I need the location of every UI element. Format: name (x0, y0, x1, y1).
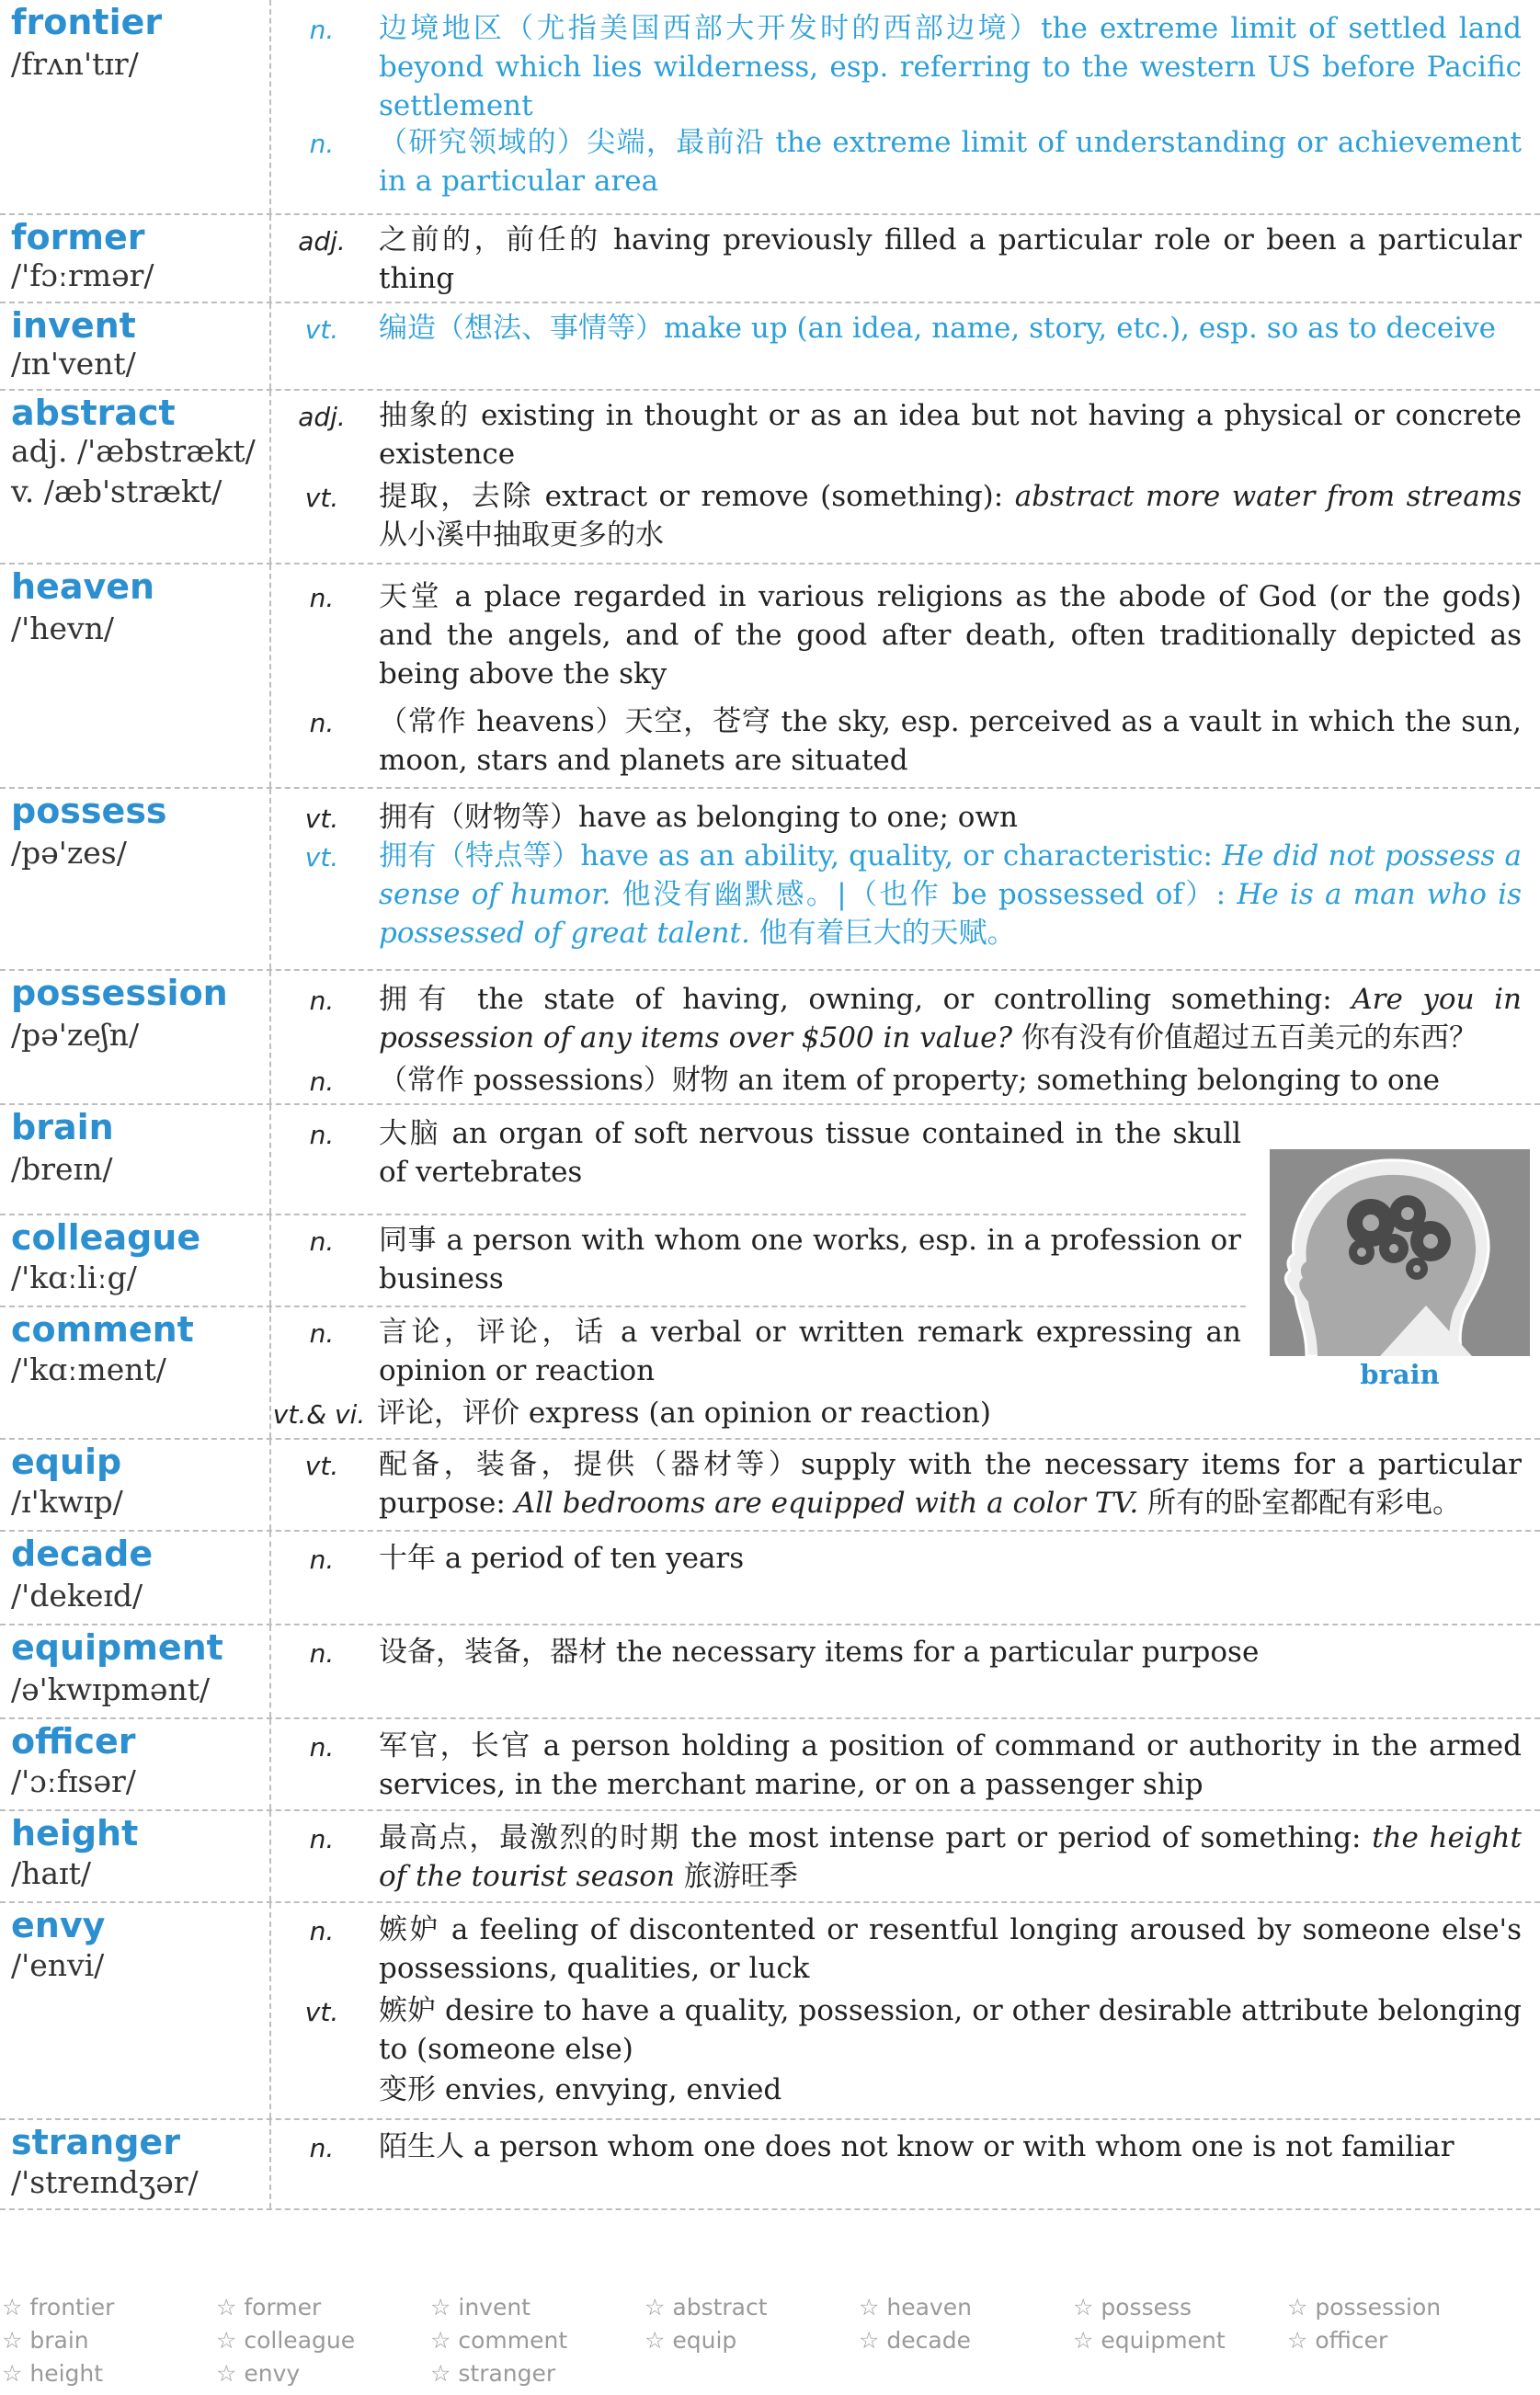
review-item (216, 2327, 355, 2354)
headword-column (0, 789, 271, 969)
star-icon: ☆ (859, 2327, 880, 2354)
headword-column (0, 0, 271, 213)
review-item (216, 2360, 300, 2387)
headword-column (0, 1440, 271, 1530)
phonetic: /'hevn/ (11, 610, 114, 646)
definition: （研究领域的）尖端，最前沿 the extreme limit of understanding or achievement in a particular area (379, 126, 1522, 198)
definition-text: 拥有（特点等）have as an ability, quality, or characteristic: (379, 839, 1213, 872)
part-of-speech: n. (309, 1638, 335, 1669)
part-of-speech: n. (309, 1732, 335, 1762)
phonetic: /ə'kwɪpmənt/ (11, 1671, 211, 1707)
headword: possess (11, 791, 167, 831)
part-of-speech: n. (309, 986, 335, 1016)
headword-column (0, 215, 271, 302)
part-of-speech: vt. (304, 842, 339, 872)
entry-possess (0, 789, 1540, 969)
part-of-speech: vt. (304, 1997, 339, 2027)
definition: 嫉妒 a feeling of discontented or resentful longing aroused by someone else's possessions, qualities, or luck (379, 1913, 1522, 1985)
entry-envy (0, 1903, 1540, 2118)
part-of-speech: vt. (304, 314, 339, 345)
part-of-speech: n. (309, 583, 335, 613)
part-of-speech: n. (309, 1226, 335, 1257)
definition: 之前的，前任的 having previously filled a particular role or been a particular thing (379, 223, 1522, 295)
definition: 嫉妒 desire to have a quality, possession, or other desirable attribute belonging to (someone else) (379, 1994, 1522, 2066)
review-word: brain (29, 2327, 89, 2354)
definition: 大脑 an organ of soft nervous tissue contained in the skull of vertebrates (379, 1117, 1241, 1189)
part-of-speech: adj. (298, 402, 346, 432)
phonetic: /'streɪndʒər/ (11, 2164, 199, 2200)
review-word: abstract (672, 2294, 768, 2321)
review-item (430, 2327, 567, 2354)
phonetic: /'dekeɪd/ (11, 1578, 143, 1614)
definition: （常作 heavens）天空，苍穹 the sky, esp. perceived as a vault in which the sun, moon, stars and planets are situated (379, 705, 1522, 777)
review-word: stranger (458, 2360, 556, 2387)
phonetic: /'envi/ (11, 1947, 105, 1983)
review-item (645, 2294, 768, 2321)
definition (379, 837, 1522, 952)
star-icon: ☆ (2, 2327, 23, 2354)
headword-column (0, 391, 271, 563)
star-icon: ☆ (645, 2327, 666, 2354)
part-of-speech: n. (309, 2133, 335, 2163)
headword: abstract (11, 393, 176, 433)
definition: 编造（想法、事情等）make up (an idea, name, story, etc.), esp. so as to deceive (379, 312, 1497, 345)
review-item (1073, 2294, 1192, 2321)
star-icon: ☆ (1073, 2327, 1094, 2354)
review-item (859, 2294, 972, 2321)
part-of-speech: n. (309, 1824, 335, 1854)
example: Are you in possession of any items over $500 in value? (379, 983, 1522, 1055)
star-icon: ☆ (645, 2294, 666, 2321)
definition: 边境地区（尤指美国西部大开发时的西部边境）the extreme limit of settled land beyond which lies wilderness, esp. referring to the western US before Pacific settlement (379, 12, 1522, 122)
example-translation: 他有着巨大的天赋。 (759, 917, 1016, 950)
headword-column (0, 971, 271, 1103)
headword-column (0, 1903, 271, 2118)
headword-column (0, 565, 271, 787)
review-item (2, 2294, 114, 2321)
review-word: equipment (1101, 2327, 1226, 2354)
headword: brain (11, 1107, 114, 1147)
headword-column (0, 1811, 271, 1901)
review-item (1287, 2327, 1387, 2354)
entry-equipment (0, 1625, 1540, 1717)
headword: colleague (11, 1217, 201, 1258)
phonetic: /haɪt/ (11, 1855, 91, 1891)
headword: equip (11, 1442, 122, 1482)
star-icon: ☆ (430, 2294, 451, 2321)
definition: 拥有（财物等）have as belonging to one; own (379, 801, 1018, 834)
review-word: possession (1315, 2294, 1442, 2321)
definition-text: 配备，装备，提供（器材等）supply with the necessary items for a particular purpose: (379, 1448, 1522, 1520)
example: He did not possess a sense of humor. (379, 839, 1522, 911)
part-of-speech: n. (309, 129, 335, 159)
phonetic: /'ɔːfɪsər/ (11, 1763, 136, 1799)
review-item (645, 2327, 736, 2354)
headword: comment (11, 1309, 194, 1350)
star-icon: ☆ (1287, 2327, 1308, 2354)
review-item (430, 2360, 555, 2387)
example-translation: 所有的卧室都配有彩电。 (1147, 1487, 1462, 1520)
phonetic: /'kɑːment/ (11, 1351, 166, 1387)
star-icon: ☆ (2, 2360, 23, 2387)
definition: 抽象的 existing in thought or as an idea but not having a physical or concrete existence (379, 399, 1522, 471)
review-item (216, 2294, 321, 2321)
example-translation: 从小溪中抽取更多的水 (379, 519, 664, 552)
review-word: equip (672, 2327, 737, 2354)
part-of-speech: n. (309, 1318, 335, 1349)
headword: envy (11, 1905, 106, 1945)
review-item (859, 2327, 971, 2354)
definition: 十年 a period of ten years (379, 1542, 745, 1575)
part-of-speech: n. (309, 1916, 335, 1946)
definition: 陌生人 a person whom one does not know or with whom one is not familiar (379, 2130, 1454, 2163)
phonetic: adj. /'æbstrækt/ (11, 433, 256, 469)
headword: stranger (11, 2122, 180, 2162)
review-item (2, 2327, 89, 2354)
star-icon: ☆ (1287, 2294, 1308, 2321)
review-word: frontier (29, 2294, 115, 2321)
headword: equipment (11, 1627, 223, 1668)
definition (379, 1819, 1522, 1896)
definition-text: 拥有 the state of having, owning, or controlling something: (379, 983, 1332, 1016)
star-icon: ☆ (859, 2294, 880, 2321)
headword-column (0, 1215, 271, 1306)
star-icon: ☆ (2, 2294, 23, 2321)
star-icon: ☆ (1073, 2294, 1094, 2321)
review-word: envy (244, 2360, 301, 2387)
star-icon: ☆ (430, 2327, 451, 2354)
definition: 军官，长官 a person holding a position of command or authority in the armed services, in the merchant marine, or on a passenger ship (379, 1729, 1522, 1801)
example: abstract more water from streams (1014, 480, 1523, 513)
definition-text: 提取，去除 extract or remove (something): (379, 480, 1004, 513)
headword: possession (11, 973, 228, 1013)
definition (379, 477, 1522, 554)
star-icon: ☆ (216, 2294, 237, 2321)
review-item (430, 2294, 530, 2321)
headword-column (0, 1625, 271, 1717)
headword: height (11, 1813, 139, 1853)
example: the height of the tourist season (379, 1821, 1522, 1893)
brain-illustration (1270, 1149, 1530, 1356)
star-icon: ☆ (430, 2360, 451, 2387)
part-of-speech: vt. (304, 483, 339, 513)
part-of-speech: n. (309, 708, 335, 738)
phonetic: /pə'zes/ (11, 835, 127, 871)
definition: 同事 a person with whom one works, esp. in a profession or business (379, 1224, 1241, 1295)
entry-officer (0, 1719, 1540, 1809)
headword: former (11, 217, 145, 257)
part-of-speech: adj. (298, 226, 346, 257)
entry-former (0, 215, 1540, 302)
divider (0, 2208, 1540, 2210)
phonetic: /'fɔːrmər/ (11, 257, 154, 293)
definition: 评论，评价 express (an opinion or reaction) (377, 1397, 991, 1430)
headword: decade (11, 1534, 154, 1574)
review-word: invent (458, 2294, 530, 2321)
example: He is a man who is possessed of great talent. (379, 878, 1522, 950)
example-translation: 他没有幽默感。|（也作 be possessed of）: (622, 878, 1226, 911)
entry-decade (0, 1532, 1540, 1624)
example: All bedrooms are equipped with a color TV. (514, 1487, 1139, 1520)
star-icon: ☆ (216, 2327, 237, 2354)
part-of-speech: n. (309, 1066, 335, 1097)
entry-stranger (0, 2120, 1540, 2208)
phonetic: /pə'zeʃn/ (11, 1017, 140, 1053)
phonetic-verb: v. /æb'strækt/ (11, 473, 222, 509)
review-word: possess (1101, 2294, 1192, 2321)
phonetic: /'kɑːliːg/ (11, 1260, 137, 1295)
headword: officer (11, 1721, 136, 1762)
headword-column (0, 1532, 271, 1624)
definition-text: 最高点，最激烈的时期 the most intense part or period of something: (379, 1821, 1362, 1854)
review-word: heaven (886, 2294, 972, 2321)
review-word: decade (886, 2327, 971, 2354)
headword: frontier (11, 2, 163, 42)
headword: invent (11, 305, 136, 346)
review-word: former (244, 2294, 322, 2321)
definition: （常作 possessions）财物 an item of property; something belonging to one (379, 1064, 1440, 1097)
phonetic: /frʌn'tɪr/ (11, 46, 139, 82)
headword-column (0, 1105, 271, 1214)
part-of-speech: n. (309, 1545, 335, 1575)
definition: 设备，装备，器材 the necessary items for a particular purpose (379, 1636, 1260, 1669)
review-word: colleague (244, 2327, 356, 2354)
gears-head-icon (1270, 1149, 1530, 1356)
review-item (2, 2360, 103, 2387)
figure-caption: brain (1360, 1359, 1440, 1390)
headword-column (0, 303, 271, 389)
entry-frontier (0, 0, 1540, 213)
star-icon: ☆ (216, 2360, 237, 2387)
example-translation: 你有没有价值超过五百美元的东西？ (1021, 1021, 1477, 1055)
part-of-speech: vt.& vi. (272, 1399, 366, 1430)
part-of-speech: vt. (304, 804, 339, 834)
phonetic: /ɪ'kwɪp/ (11, 1484, 123, 1520)
part-of-speech: n. (309, 1120, 335, 1150)
headword-column (0, 1719, 271, 1809)
definition: 天堂 a place regarded in various religions as the abode of God (or the gods) and the angels, and of the good after death, often traditionally depicted as being above the sky (379, 580, 1522, 690)
entry-heaven (0, 565, 1540, 787)
headword: heaven (11, 566, 155, 607)
entry-possession (0, 971, 1540, 1103)
entry-abstract (0, 391, 1540, 563)
review-word: height (29, 2360, 104, 2387)
review-word: comment (458, 2327, 568, 2354)
example-translation: 旅游旺季 (683, 1860, 798, 1893)
definition (379, 980, 1522, 1057)
entry-equip (0, 1440, 1540, 1530)
entry-height (0, 1811, 1540, 1901)
inflections: 变形 envies, envying, envied (379, 2073, 782, 2106)
part-of-speech: vt. (304, 1451, 339, 1481)
part-of-speech: n. (309, 15, 335, 45)
definition: 言论，评论，话 a verbal or written remark expressing an opinion or reaction (379, 1316, 1241, 1387)
definition (379, 1445, 1522, 1523)
phonetic: /ɪn'vent/ (11, 346, 136, 382)
entry-invent (0, 303, 1540, 389)
headword-column (0, 2120, 271, 2208)
review-item (1287, 2294, 1441, 2321)
headword-column (0, 1307, 271, 1438)
review-item (1073, 2327, 1226, 2354)
phonetic: /breɪn/ (11, 1151, 113, 1187)
review-word: officer (1315, 2327, 1388, 2354)
